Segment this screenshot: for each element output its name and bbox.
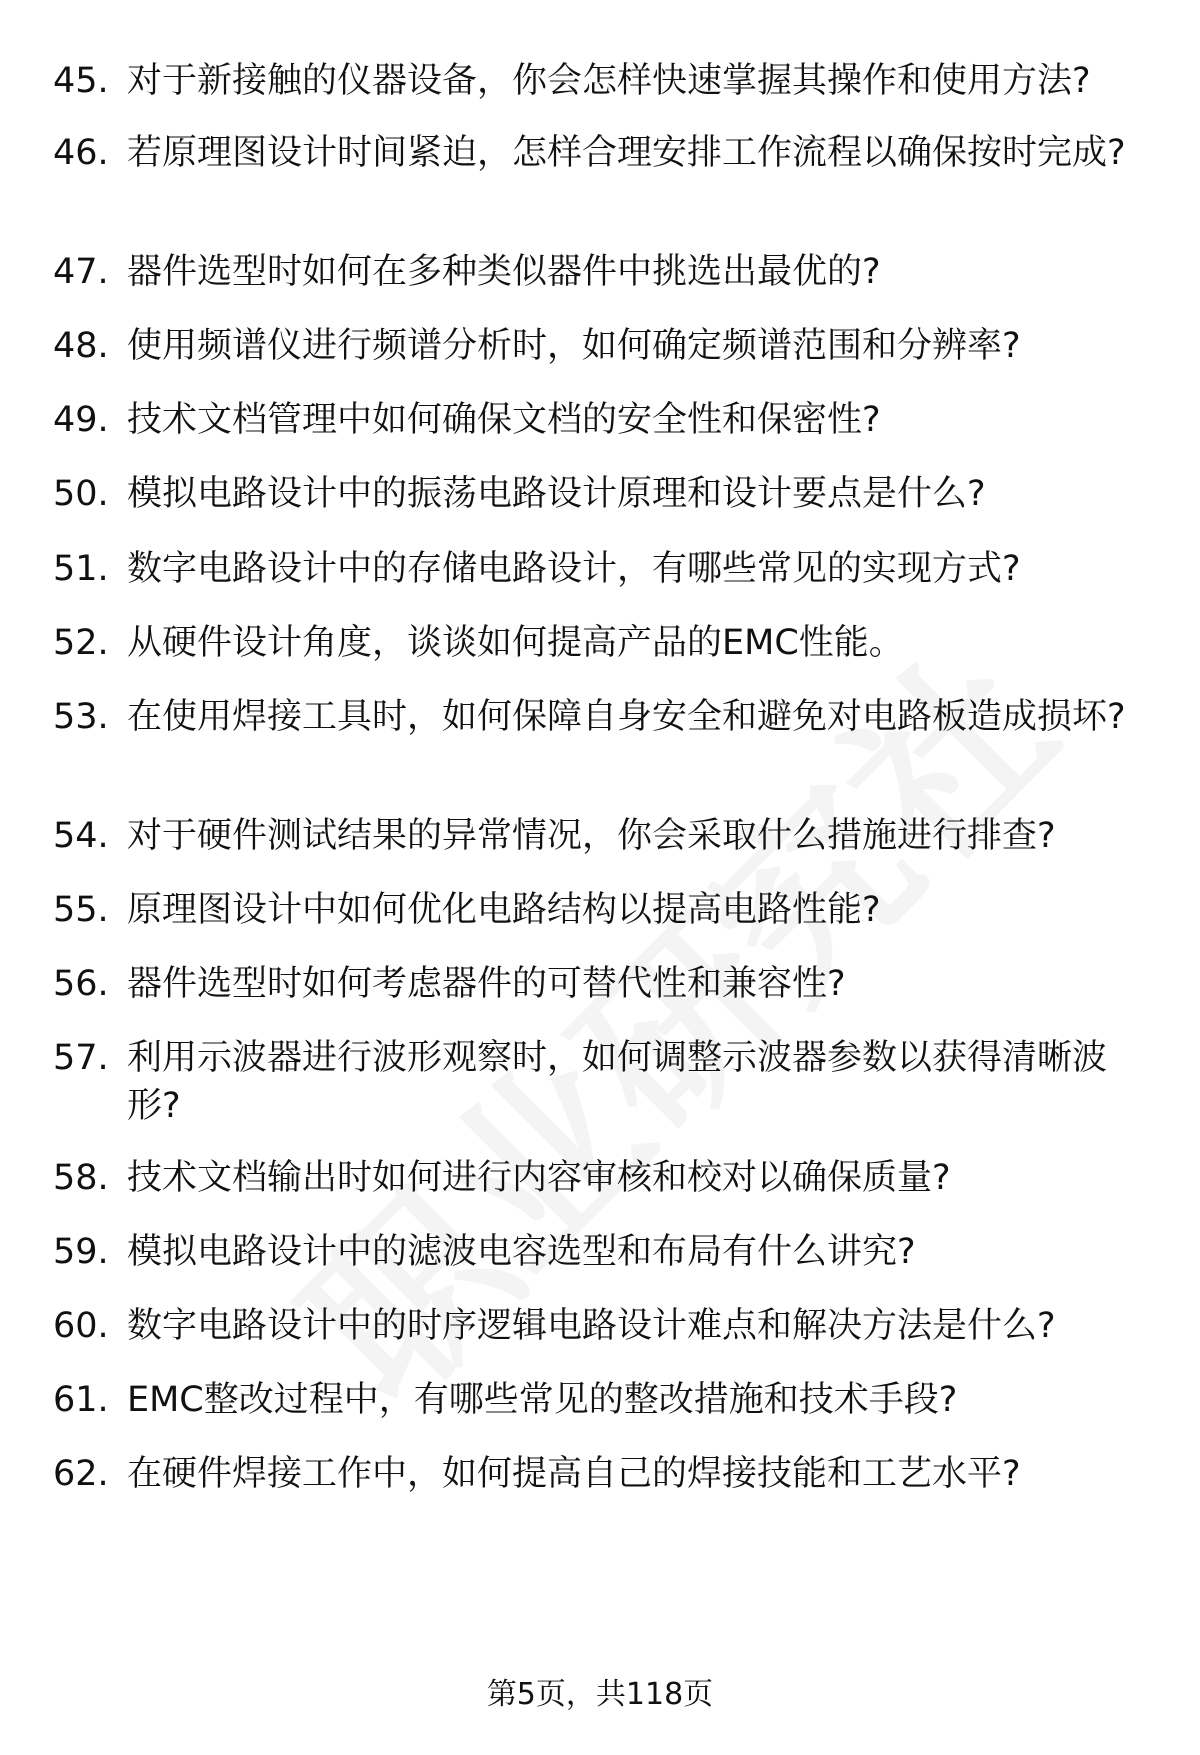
question-number: 58. [53,1158,109,1198]
question-text: 数字电路设计中的时序逻辑电路设计难点和解决方法是什么? [127,1306,1056,1346]
question-number: 47. [53,252,109,292]
question-number: 46. [53,133,109,173]
question-text: 对于硬件测试结果的异常情况，你会采取什么措施进行排查? [127,816,1056,856]
question-number: 48. [53,326,109,366]
question-number: 57. [53,1038,109,1078]
question-number: 55. [53,890,109,930]
question-number: 61. [53,1380,109,1420]
question-number: 50. [53,474,109,514]
question-number: 62. [53,1454,109,1494]
question-text: 原理图设计中如何优化电路结构以提高电路性能? [127,890,881,930]
question-text: 数字电路设计中的存储电路设计，有哪些常见的实现方式? [127,549,1021,589]
question-text: 器件选型时如何在多种类似器件中挑选出最优的? [127,252,881,292]
question-text: 利用示波器进行波形观察时，如何调整示波器参数以获得清晰波形? [127,1038,1108,1126]
question-text: 从硬件设计角度，谈谈如何提高产品的EMC性能。 [127,623,904,663]
question-number: 59. [53,1232,109,1272]
question-number: 54. [53,816,109,856]
question-number: 56. [53,964,109,1004]
page-footer: 第5页，共118页 [486,1677,714,1712]
question-text: 器件选型时如何考虑器件的可替代性和兼容性? [127,964,846,1004]
question-text: 模拟电路设计中的滤波电容选型和布局有什么讲究? [127,1232,916,1272]
question-number: 52. [53,623,109,663]
question-text: 若原理图设计时间紧迫，怎样合理安排工作流程以确保按时完成? [127,133,1126,173]
question-number: 45. [53,61,109,101]
question-number: 53. [53,697,109,737]
question-text: 模拟电路设计中的振荡电路设计原理和设计要点是什么? [127,474,986,514]
question-text: 对于新接触的仪器设备，你会怎样快速掌握其操作和使用方法? [127,61,1091,101]
question-text: 使用频谱仪进行频谱分析时，如何确定频谱范围和分辨率? [127,326,1021,366]
question-text: 技术文档输出时如何进行内容审核和校对以确保质量? [127,1158,951,1198]
question-number: 60. [53,1306,109,1346]
question-text: 技术文档管理中如何确保文档的安全性和保密性? [127,400,881,440]
question-number: 49. [53,400,109,440]
question-text: 在硬件焊接工作中，如何提高自己的焊接技能和工艺水平? [127,1454,1021,1494]
question-number: 51. [53,549,109,589]
question-text: 在使用焊接工具时，如何保障自身安全和避免对电路板造成损坏? [127,697,1126,737]
question-text: EMC整改过程中，有哪些常见的整改措施和技术手段? [127,1380,958,1420]
